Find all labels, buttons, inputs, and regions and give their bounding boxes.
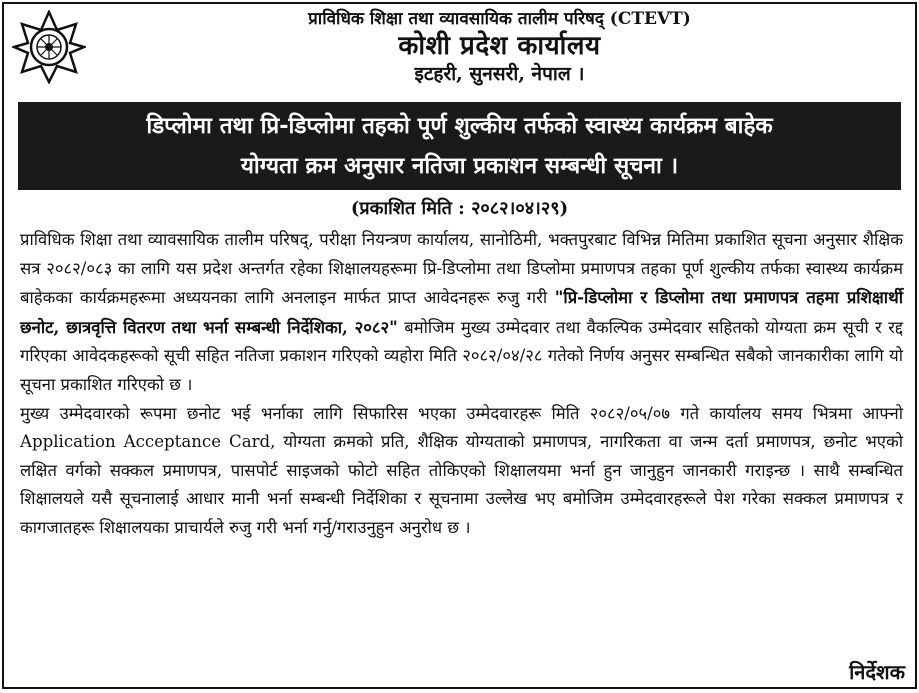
notice-title-line-1: डिप्लोमा तथा प्रि-डिप्लोमा तहको पूर्ण शुल्कीय तर्फको स्वास्थ्य कार्यक्रम बाहेक [146,113,773,139]
paragraph-1-text-b: बमोजिम मुख्य उम्मेदवार तथा वैकल्पिक उम्मेदवार सहितको योग्यता क्रम सूची र रद्द गरिएका आवेदकहरूको सूची सहित नतिजा प्रकाशन गरिएको व्यहोरा मिति २०८२/०४/२८ गतेको निर्णय अनुसर सम्बन्धित सबैको जानकारीका लागि यो सूचना प्रकाशित गरिएको छ । [20,317,903,394]
letterhead [94,8,905,86]
signature-designation: निर्देशक [849,660,905,684]
notice-paragraph-1 [20,226,903,400]
paragraph-1-text-a: प्राविधिक शिक्षा तथा व्यावसायिक तालीम परिषद्, परीक्षा नियन्त्रण कार्यालय, सानोठिमी, भक्तपुरबाट विभिन्न मितिमा प्रकाशित सूचना अनुसार शैक्षिक सत्र २०८२/०८३ का लागि यस प्रदेश अन्तर्गत रहेका शिक्षालयहरूमा प्रि-डिप्लोमा तथा डिप्लोमा प्रमाणपत्र तहका पूर्ण शुल्कीय तर्फका स्वास्थ्य कार्यक्रम बाहेकका कार्यक्रमहरूमा अध्ययनका लागि अनलाइन मार्फत प्राप्त आवेदनहरू रुजु गरी [20,230,903,308]
office-name: कोशी प्रदेश कार्यालय [398,31,601,61]
notice-title-line-2: योग्यता क्रम अनुसार नतिजा प्रकाशन सम्बन्धी सूचना । [240,153,679,179]
notice-page [2,2,917,689]
notice-title-banner [18,102,901,190]
ctevt-star-emblem-icon [12,10,86,84]
notice-paragraph-2: मुख्य उम्मेदवारको रूपमा छनोट भई भर्नाका लागि सिफारिस भएका उम्मेदवारहरू मिति २०८२/०५/०७ गते कार्यालय समय भित्रमा आफ्नो Application Acceptance Card, योग्यता क्रमको प्रति, शैक्षिक योग्यताको प्रमाणपत्र, नागरिकता वा जन्म दर्ता प्रमाणपत्र, छनोट भएको लक्षित वर्गको सक्कल प्रमाणपत्र, पासपोर्ट साइजको फोटो सहित तोकिएको शिक्षालयमा भर्ना हुन जानुहुन जानकारी गराइन्छ । साथै सम्बन्धित शिक्षालयले यसै सूचनालाई आधार मानी भर्ना सम्बन्धी निर्देशिका र सूचनामा उल्लेख भए बमोजिम उम्मेदवारहरूले पेश गरेका सक्कल प्रमाणपत्र र कागजातहरू शिक्षालयका प्राचार्यले रुजु गरी भर्ना गर्नु/गराउनुहुन अनुरोध छ । [20,403,903,537]
office-address: इटहरी, सुनसरी, नेपाल । [414,63,585,85]
council-name: प्राविधिक शिक्षा तथा व्यावसायिक तालीम परिषद् (CTEVT) [308,9,691,29]
notice-body [20,226,903,543]
guideline-title: "प्रि-डिप्लोमा र डिप्लोमा तथा प्रमाणपत्र तहमा प्रशिक्षार्थी छनोट, छात्रवृत्ति वितरण तथा भर्ना सम्बन्धी निर्देशिका, २०८२" [20,287,903,337]
published-date: (प्रकाशित मिति : २०८२।०४।२९) [350,198,569,219]
